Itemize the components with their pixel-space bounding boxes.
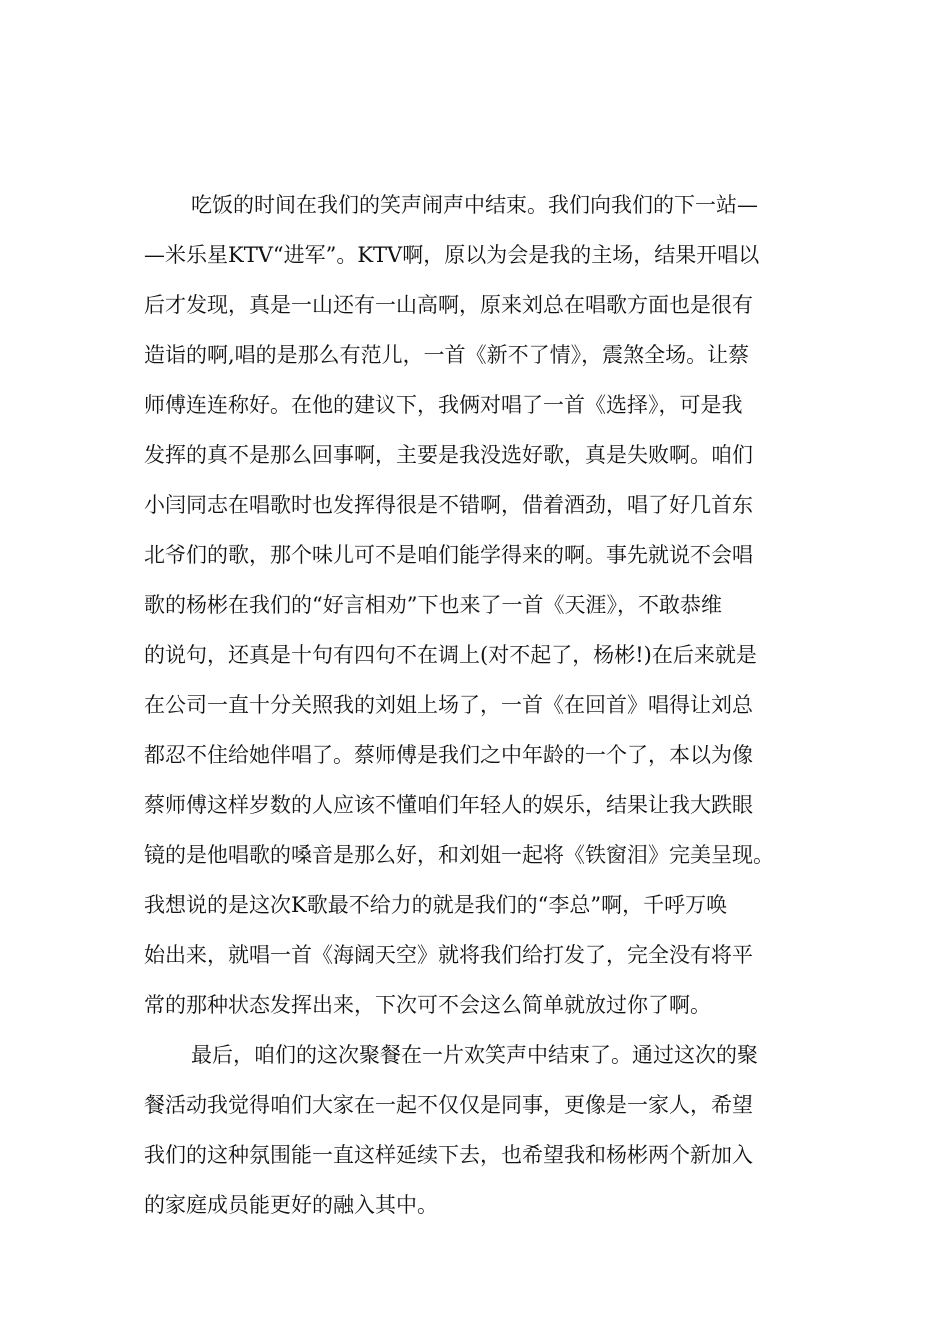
paragraph-line: 都忍不住给她伴唱了。蔡师傅是我们之中年龄的一个了，本以为像 bbox=[144, 743, 753, 767]
paragraph-line: 小闫同志在唱歌时也发挥得很是不错啊，借着酒劲，唱了好几首东 bbox=[144, 493, 753, 517]
paragraph-line: 我们的这种氛围能一直这样延续下去，也希望我和杨彬两个新加入 bbox=[144, 1143, 753, 1167]
paragraph-line: 餐活动我觉得咱们大家在一起不仅仅是同事，更像是一家人，希望 bbox=[144, 1093, 753, 1117]
paragraph-line: 常的那种状态发挥出来，下次可不会这么简单就放过你了啊。 bbox=[144, 993, 711, 1017]
paragraph-line: 的家庭成员能更好的融入其中。 bbox=[144, 1193, 438, 1217]
paragraph-conclusion bbox=[144, 1030, 814, 1230]
document-body bbox=[144, 180, 814, 1230]
paragraph-line: 蔡师傅这样岁数的人应该不懂咱们年轻人的娱乐，结果让我大跌眼 bbox=[144, 793, 753, 817]
paragraph-line: 发挥的真不是那么回事啊，主要是我没选好歌，真是失败啊。咱们 bbox=[144, 443, 753, 467]
paragraph-line: 的说句，还真是十句有四句不在调上(对不起了，杨彬!)在后来就是 bbox=[144, 643, 757, 667]
paragraph-line: 师傅连连称好。在他的建议下，我俩对唱了一首《选择》，可是我 bbox=[144, 393, 743, 417]
paragraph-line: 后才发现，真是一山还有一山高啊，原来刘总在唱歌方面也是很有 bbox=[144, 293, 753, 317]
paragraph-ktv bbox=[144, 180, 814, 1030]
paragraph-line: 最后，咱们的这次聚餐在一片欢笑声中结束了。通过这次的聚 bbox=[191, 1043, 758, 1067]
paragraph-line: —米乐星KTV“进军”。KTV啊，原以为会是我的主场，结果开唱以 bbox=[144, 243, 760, 267]
paragraph-line: 吃饭的时间在我们的笑声闹声中结束。我们向我们的下一站— bbox=[191, 193, 758, 217]
paragraph-line: 始出来，就唱一首《海阔天空》就将我们给打发了，完全没有将平 bbox=[144, 943, 753, 967]
paragraph-line: 北爷们的歌，那个味儿可不是咱们能学得来的啊。事先就说不会唱 bbox=[144, 543, 753, 567]
paragraph-line: 我想说的是这次K歌最不给力的就是我们的“李总”啊，千呼万唤 bbox=[144, 893, 728, 917]
paragraph-line: 在公司一直十分关照我的刘姐上场了，一首《在回首》唱得让刘总 bbox=[144, 693, 753, 717]
paragraph-line: 镜的是他唱歌的嗓音是那么好，和刘姐一起将《铁窗泪》完美呈现。 bbox=[144, 843, 774, 867]
paragraph-line: 歌的杨彬在我们的“好言相劝”下也来了一首《天涯》，不敢恭维 bbox=[144, 593, 722, 617]
paragraph-line: 造诣的啊,唱的是那么有范儿，一首《新不了情》，震煞全场。让蔡 bbox=[144, 343, 750, 367]
